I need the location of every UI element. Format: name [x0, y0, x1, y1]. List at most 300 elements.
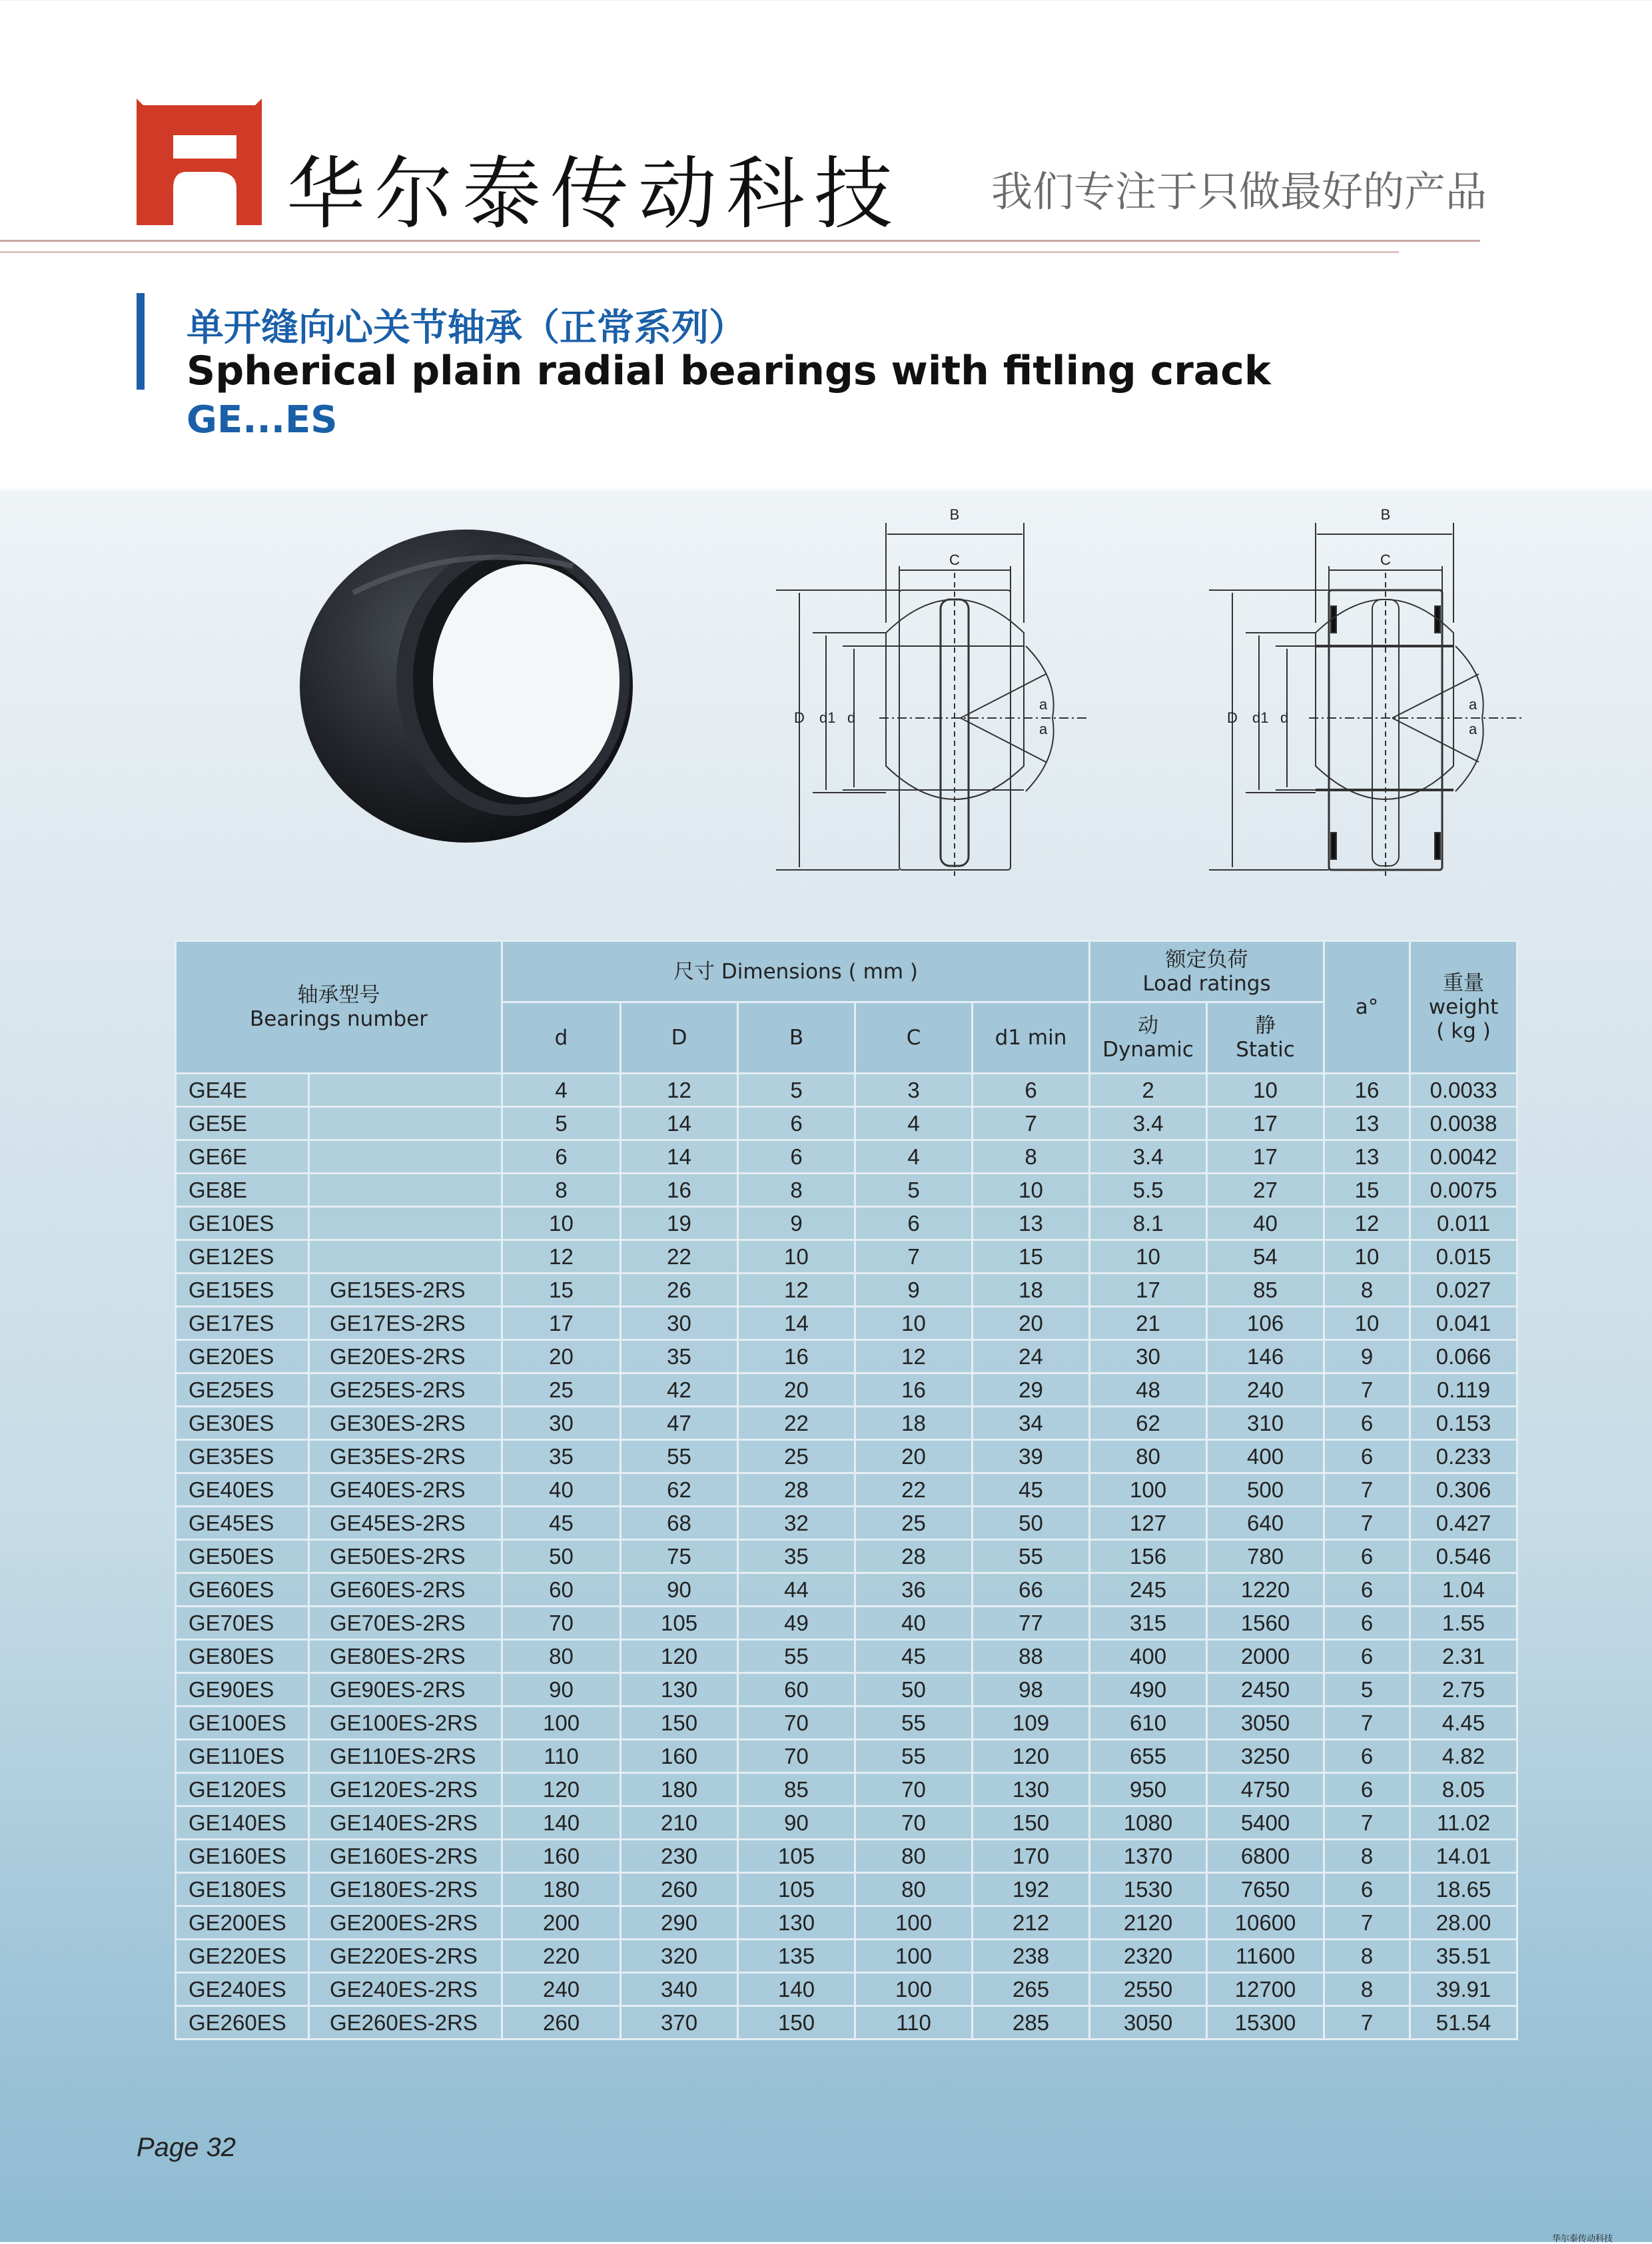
header-bearing-en: Bearings number: [250, 1007, 428, 1031]
cell-sealed-model: GE70ES-2RS: [309, 1607, 502, 1640]
cell-weight: 1.04: [1410, 1573, 1517, 1607]
label-D: D: [794, 709, 805, 726]
cell-dynamic-load: 245: [1090, 1573, 1207, 1607]
cell-angle: 16: [1324, 1074, 1410, 1107]
cell-B: 150: [738, 2006, 855, 2040]
cell-d: 15: [502, 1274, 621, 1307]
spec-table-body: [176, 1074, 1517, 2040]
cell-C: 3: [855, 1074, 973, 1107]
table-row: [176, 1640, 1517, 1673]
header-d1-min: d1 min: [973, 1002, 1090, 1074]
cell-dynamic-load: 950: [1090, 1773, 1207, 1806]
header-weight-cn: 重量: [1443, 971, 1485, 995]
cell-static-load: 1220: [1207, 1573, 1324, 1607]
cell-d1-min: 109: [973, 1706, 1090, 1740]
cell-B: 135: [738, 1940, 855, 1973]
cell-D: 26: [621, 1274, 738, 1307]
cell-d: 240: [502, 1973, 621, 2006]
cell-weight: 0.427: [1410, 1507, 1517, 1540]
cell-static-load: 6800: [1207, 1840, 1324, 1873]
cell-model: GE70ES: [176, 1607, 309, 1640]
cell-weight: 0.0075: [1410, 1174, 1517, 1207]
cell-sealed-model: GE200ES-2RS: [309, 1906, 502, 1940]
cell-d: 200: [502, 1906, 621, 1940]
cell-dynamic-load: 3.4: [1090, 1107, 1207, 1140]
header-weight-unit: ( kg ): [1436, 1019, 1491, 1043]
cell-static-load: 7650: [1207, 1873, 1324, 1906]
cell-weight: 39.91: [1410, 1973, 1517, 2006]
cell-d: 8: [502, 1174, 621, 1207]
cell-d1-min: 130: [973, 1773, 1090, 1806]
cell-static-load: 400: [1207, 1440, 1324, 1473]
cell-dynamic-load: 5.5: [1090, 1174, 1207, 1207]
header-dynamic-cn: 动: [1138, 1014, 1159, 1038]
cell-d1-min: 39: [973, 1440, 1090, 1473]
cell-D: 30: [621, 1307, 738, 1340]
cell-angle: 7: [1324, 1706, 1410, 1740]
cell-d: 45: [502, 1507, 621, 1540]
table-row: [176, 1740, 1517, 1773]
cell-sealed-model: [309, 1240, 502, 1274]
cell-B: 25: [738, 1440, 855, 1473]
cell-D: 230: [621, 1840, 738, 1873]
cell-sealed-model: GE120ES-2RS: [309, 1773, 502, 1806]
cell-model: GE160ES: [176, 1840, 309, 1873]
cell-sealed-model: [309, 1074, 502, 1107]
cell-D: 120: [621, 1640, 738, 1673]
cell-angle: 7: [1324, 1473, 1410, 1507]
cell-C: 80: [855, 1873, 973, 1906]
label-d1: d1: [1252, 709, 1269, 726]
cell-static-load: 500: [1207, 1473, 1324, 1507]
cell-C: 6: [855, 1207, 973, 1240]
header-divider-secondary: [0, 251, 1399, 253]
cell-C: 12: [855, 1340, 973, 1373]
cell-static-load: 11600: [1207, 1940, 1324, 1973]
label-D: D: [1227, 709, 1238, 726]
cell-angle: 12: [1324, 1207, 1410, 1240]
cell-model: GE140ES: [176, 1806, 309, 1840]
header-load-cn: 额定负荷: [1165, 947, 1248, 972]
slogan: 我们专注于只做最好的产品: [991, 167, 1487, 216]
header-dynamic: [1090, 1002, 1207, 1074]
cell-B: 105: [738, 1840, 855, 1873]
cell-angle: 6: [1324, 1740, 1410, 1773]
cell-weight: 8.05: [1410, 1773, 1517, 1806]
company-logo: [137, 99, 263, 225]
cell-D: 75: [621, 1540, 738, 1573]
cell-weight: 2.31: [1410, 1640, 1517, 1673]
header-bearing-number: [176, 941, 502, 1074]
label-B: B: [949, 506, 960, 523]
cell-angle: 6: [1324, 1607, 1410, 1640]
cell-angle: 8: [1324, 1840, 1410, 1873]
cell-angle: 13: [1324, 1140, 1410, 1174]
table-row: [176, 1773, 1517, 1806]
table-row: [176, 1673, 1517, 1706]
cell-static-load: 54: [1207, 1240, 1324, 1274]
cell-weight: 28.00: [1410, 1906, 1517, 1940]
spec-table: [175, 940, 1518, 2040]
cell-angle: 8: [1324, 1973, 1410, 2006]
cell-d1-min: 45: [973, 1473, 1090, 1507]
cell-C: 7: [855, 1240, 973, 1274]
cell-dynamic-load: 80: [1090, 1440, 1207, 1473]
cell-angle: 15: [1324, 1174, 1410, 1207]
section-title-cn: 单开缝向心关节轴承（正常系列）: [187, 306, 746, 350]
cell-d: 80: [502, 1640, 621, 1673]
cell-dynamic-load: 1530: [1090, 1873, 1207, 1906]
label-a-lower: a: [1469, 721, 1477, 737]
cell-static-load: 4750: [1207, 1773, 1324, 1806]
cell-angle: 7: [1324, 1906, 1410, 1940]
cell-dynamic-load: 655: [1090, 1740, 1207, 1773]
cell-d: 120: [502, 1773, 621, 1806]
cell-angle: 6: [1324, 1407, 1410, 1440]
cell-dynamic-load: 1370: [1090, 1840, 1207, 1873]
cell-static-load: 10: [1207, 1074, 1324, 1107]
cell-static-load: 640: [1207, 1507, 1324, 1540]
cell-weight: 0.066: [1410, 1340, 1517, 1373]
cell-model: GE200ES: [176, 1906, 309, 1940]
cell-model: GE220ES: [176, 1940, 309, 1973]
cell-d1-min: 98: [973, 1673, 1090, 1706]
cell-B: 44: [738, 1573, 855, 1607]
cell-B: 20: [738, 1373, 855, 1407]
cell-dynamic-load: 10: [1090, 1240, 1207, 1274]
table-row: [176, 1373, 1517, 1407]
cell-static-load: 106: [1207, 1307, 1324, 1340]
cell-sealed-model: GE110ES-2RS: [309, 1740, 502, 1773]
cell-D: 320: [621, 1940, 738, 1973]
cell-d1-min: 15: [973, 1240, 1090, 1274]
cell-d1-min: 192: [973, 1873, 1090, 1906]
table-row: [176, 1540, 1517, 1573]
cell-d: 12: [502, 1240, 621, 1274]
cell-D: 180: [621, 1773, 738, 1806]
cell-D: 62: [621, 1473, 738, 1507]
cell-B: 9: [738, 1207, 855, 1240]
table-row: [176, 1207, 1517, 1240]
cell-B: 70: [738, 1740, 855, 1773]
cell-dynamic-load: 21: [1090, 1307, 1207, 1340]
cell-B: 16: [738, 1340, 855, 1373]
table-row: [176, 1806, 1517, 1840]
cell-C: 70: [855, 1806, 973, 1840]
cell-d1-min: 10: [973, 1174, 1090, 1207]
cell-sealed-model: GE30ES-2RS: [309, 1407, 502, 1440]
cell-model: GE260ES: [176, 2006, 309, 2040]
header-divider: [0, 240, 1480, 242]
cell-model: GE15ES: [176, 1274, 309, 1307]
cell-angle: 13: [1324, 1107, 1410, 1140]
table-row: [176, 1473, 1517, 1507]
cell-weight: 2.75: [1410, 1673, 1517, 1706]
cell-C: 45: [855, 1640, 973, 1673]
cell-dynamic-load: 127: [1090, 1507, 1207, 1540]
label-C: C: [1380, 552, 1391, 568]
cell-d1-min: 6: [973, 1074, 1090, 1107]
label-d: d: [1280, 709, 1289, 726]
table-row: [176, 1607, 1517, 1640]
header-B: B: [738, 1002, 855, 1074]
cell-weight: 0.041: [1410, 1307, 1517, 1340]
cell-model: GE180ES: [176, 1873, 309, 1906]
cell-angle: 6: [1324, 1540, 1410, 1573]
cell-d: 160: [502, 1840, 621, 1873]
cell-d1-min: 34: [973, 1407, 1090, 1440]
cell-dynamic-load: 490: [1090, 1673, 1207, 1706]
cell-static-load: 5400: [1207, 1806, 1324, 1840]
table-row: [176, 1840, 1517, 1873]
cell-dynamic-load: 400: [1090, 1640, 1207, 1673]
header-C: C: [855, 1002, 973, 1074]
cell-B: 49: [738, 1607, 855, 1640]
cell-static-load: 17: [1207, 1140, 1324, 1174]
table-row: [176, 1873, 1517, 1906]
cell-B: 10: [738, 1240, 855, 1274]
cell-d1-min: 212: [973, 1906, 1090, 1940]
cell-model: GE90ES: [176, 1673, 309, 1706]
cell-C: 9: [855, 1274, 973, 1307]
bearing-photo: [293, 513, 653, 846]
cell-weight: 0.015: [1410, 1240, 1517, 1274]
cell-d1-min: 18: [973, 1274, 1090, 1307]
cell-C: 18: [855, 1407, 973, 1440]
cell-d: 20: [502, 1340, 621, 1373]
cell-model: GE110ES: [176, 1740, 309, 1773]
cell-d: 90: [502, 1673, 621, 1706]
cell-D: 35: [621, 1340, 738, 1373]
cell-d: 40: [502, 1473, 621, 1507]
cell-sealed-model: GE17ES-2RS: [309, 1307, 502, 1340]
cell-sealed-model: GE180ES-2RS: [309, 1873, 502, 1906]
cell-static-load: 3250: [1207, 1740, 1324, 1773]
table-row: [176, 1573, 1517, 1607]
cell-D: 47: [621, 1407, 738, 1440]
header-angle: a°: [1324, 941, 1410, 1074]
cell-d1-min: 66: [973, 1573, 1090, 1607]
cell-model: GE8E: [176, 1174, 309, 1207]
cell-D: 290: [621, 1906, 738, 1940]
cell-model: GE12ES: [176, 1240, 309, 1274]
cell-model: GE60ES: [176, 1573, 309, 1607]
header-weight-en: weight: [1428, 995, 1499, 1019]
cell-d: 30: [502, 1407, 621, 1440]
label-a-upper: a: [1469, 696, 1477, 713]
cell-d1-min: 77: [973, 1607, 1090, 1640]
cell-C: 80: [855, 1840, 973, 1873]
table-row: [176, 1906, 1517, 1940]
cell-B: 28: [738, 1473, 855, 1507]
cell-d: 6: [502, 1140, 621, 1174]
cell-model: GE10ES: [176, 1207, 309, 1240]
cell-static-load: 40: [1207, 1207, 1324, 1240]
cell-d: 25: [502, 1373, 621, 1407]
cell-d: 50: [502, 1540, 621, 1573]
cell-C: 20: [855, 1440, 973, 1473]
cell-D: 105: [621, 1607, 738, 1640]
label-d1: d1: [819, 709, 836, 726]
cell-D: 260: [621, 1873, 738, 1906]
cell-C: 36: [855, 1573, 973, 1607]
cell-sealed-model: GE40ES-2RS: [309, 1473, 502, 1507]
cell-dynamic-load: 2550: [1090, 1973, 1207, 2006]
cell-sealed-model: GE100ES-2RS: [309, 1706, 502, 1740]
section-title-en: Spherical plain radial bearings with fitling crack: [187, 348, 1271, 394]
title-accent-bar: [137, 293, 145, 390]
cell-weight: 0.0042: [1410, 1140, 1517, 1174]
cell-weight: 4.82: [1410, 1740, 1517, 1773]
cell-weight: 0.0033: [1410, 1074, 1517, 1107]
cell-sealed-model: GE90ES-2RS: [309, 1673, 502, 1706]
cell-sealed-model: [309, 1140, 502, 1174]
cell-angle: 6: [1324, 1573, 1410, 1607]
cell-d1-min: 7: [973, 1107, 1090, 1140]
cell-dynamic-load: 2120: [1090, 1906, 1207, 1940]
cell-angle: 7: [1324, 1806, 1410, 1840]
cell-model: GE6E: [176, 1140, 309, 1174]
cell-d: 180: [502, 1873, 621, 1906]
table-row: [176, 1174, 1517, 1207]
bearing-section-diagram: [766, 506, 1112, 879]
cell-model: GE80ES: [176, 1640, 309, 1673]
cell-B: 6: [738, 1140, 855, 1174]
header-static-cn: 静: [1255, 1014, 1276, 1038]
cell-sealed-model: [309, 1107, 502, 1140]
cell-angle: 8: [1324, 1940, 1410, 1973]
cell-angle: 7: [1324, 1373, 1410, 1407]
cell-static-load: 15300: [1207, 2006, 1324, 2040]
cell-d1-min: 29: [973, 1373, 1090, 1407]
cell-d: 4: [502, 1074, 621, 1107]
cell-model: GE100ES: [176, 1706, 309, 1740]
table-row: [176, 1507, 1517, 1540]
cell-D: 130: [621, 1673, 738, 1706]
cell-B: 14: [738, 1307, 855, 1340]
cell-dynamic-load: 3.4: [1090, 1140, 1207, 1174]
cell-angle: 6: [1324, 1440, 1410, 1473]
cell-B: 5: [738, 1074, 855, 1107]
cell-B: 70: [738, 1706, 855, 1740]
cell-C: 40: [855, 1607, 973, 1640]
cell-C: 100: [855, 1973, 973, 2006]
cell-sealed-model: [309, 1174, 502, 1207]
cell-d: 140: [502, 1806, 621, 1840]
cell-C: 70: [855, 1773, 973, 1806]
cell-dynamic-load: 100: [1090, 1473, 1207, 1507]
cell-d: 100: [502, 1706, 621, 1740]
cell-D: 42: [621, 1373, 738, 1407]
cell-static-load: 3050: [1207, 1706, 1324, 1740]
table-row: [176, 1307, 1517, 1340]
cell-D: 12: [621, 1074, 738, 1107]
cell-B: 55: [738, 1640, 855, 1673]
cell-model: GE240ES: [176, 1973, 309, 2006]
cell-sealed-model: GE15ES-2RS: [309, 1274, 502, 1307]
cell-B: 12: [738, 1274, 855, 1307]
cell-weight: 0.153: [1410, 1407, 1517, 1440]
cell-model: GE120ES: [176, 1773, 309, 1806]
label-a-lower: a: [1039, 721, 1048, 737]
cell-D: 340: [621, 1973, 738, 2006]
cell-sealed-model: GE240ES-2RS: [309, 1973, 502, 2006]
footer-watermark: 华尔泰传动科技: [1552, 2234, 1613, 2244]
cell-model: GE4E: [176, 1074, 309, 1107]
header-D: D: [621, 1002, 738, 1074]
cell-d1-min: 88: [973, 1640, 1090, 1673]
cell-d: 10: [502, 1207, 621, 1240]
cell-d1-min: 55: [973, 1540, 1090, 1573]
table-row: [176, 1940, 1517, 1973]
table-row: [176, 1440, 1517, 1473]
cell-d: 5: [502, 1107, 621, 1140]
table-row: [176, 1407, 1517, 1440]
cell-sealed-model: GE50ES-2RS: [309, 1540, 502, 1573]
cell-d1-min: 8: [973, 1140, 1090, 1174]
cell-angle: 7: [1324, 2006, 1410, 2040]
cell-weight: 0.306: [1410, 1473, 1517, 1507]
cell-d1-min: 265: [973, 1973, 1090, 2006]
cell-C: 4: [855, 1107, 973, 1140]
cell-model: GE50ES: [176, 1540, 309, 1573]
cell-static-load: 146: [1207, 1340, 1324, 1373]
cell-angle: 7: [1324, 1507, 1410, 1540]
cell-B: 22: [738, 1407, 855, 1440]
header-static-en: Static: [1236, 1038, 1295, 1062]
cell-C: 55: [855, 1706, 973, 1740]
cell-model: GE25ES: [176, 1373, 309, 1407]
cell-D: 160: [621, 1740, 738, 1773]
cell-d: 220: [502, 1940, 621, 1973]
table-row: [176, 1274, 1517, 1307]
header-dynamic-en: Dynamic: [1102, 1038, 1194, 1062]
cell-sealed-model: GE140ES-2RS: [309, 1806, 502, 1840]
cell-weight: 14.01: [1410, 1840, 1517, 1873]
cell-D: 150: [621, 1706, 738, 1740]
cell-static-load: 85: [1207, 1274, 1324, 1307]
cell-weight: 35.51: [1410, 1940, 1517, 1973]
cell-weight: 18.65: [1410, 1873, 1517, 1906]
cell-angle: 5: [1324, 1673, 1410, 1706]
cell-weight: 0.233: [1410, 1440, 1517, 1473]
cell-D: 55: [621, 1440, 738, 1473]
cell-d1-min: 13: [973, 1207, 1090, 1240]
header-static: [1207, 1002, 1324, 1074]
table-row: [176, 1240, 1517, 1274]
table-row: [176, 1973, 1517, 2006]
table-row: [176, 1340, 1517, 1373]
cell-C: 28: [855, 1540, 973, 1573]
cell-C: 4: [855, 1140, 973, 1174]
cell-model: GE45ES: [176, 1507, 309, 1540]
cell-C: 100: [855, 1940, 973, 1973]
cell-static-load: 27: [1207, 1174, 1324, 1207]
cell-d1-min: 24: [973, 1340, 1090, 1373]
page-number: Page 32: [137, 2133, 236, 2162]
cell-d1-min: 150: [973, 1806, 1090, 1840]
cell-static-load: 1560: [1207, 1607, 1324, 1640]
cell-C: 55: [855, 1740, 973, 1773]
cell-weight: 1.55: [1410, 1607, 1517, 1640]
sealed-bearing-section-diagram: [1199, 506, 1545, 879]
header-weight: [1410, 941, 1517, 1074]
table-row: [176, 1107, 1517, 1140]
cell-dynamic-load: 156: [1090, 1540, 1207, 1573]
cell-static-load: 17: [1207, 1107, 1324, 1140]
cell-d: 260: [502, 2006, 621, 2040]
cell-dynamic-load: 3050: [1090, 2006, 1207, 2040]
